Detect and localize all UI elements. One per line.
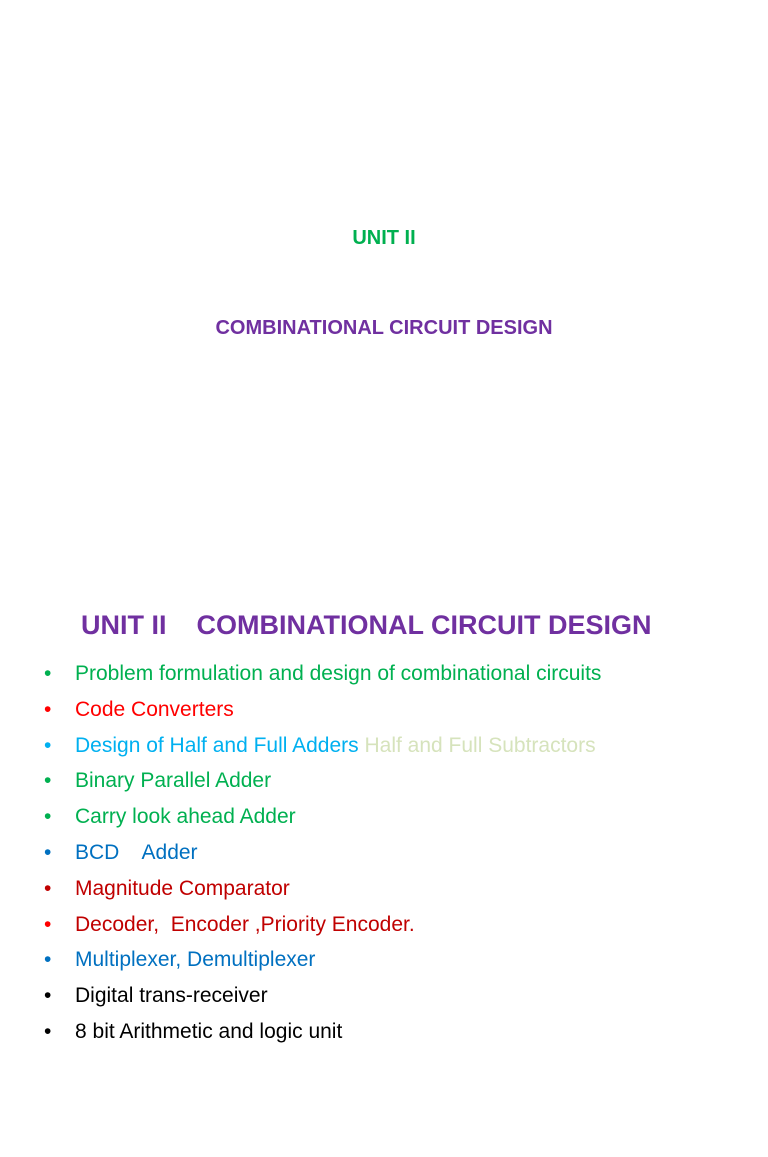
list-item (0, 835, 768, 871)
list-item-text: Carry look ahead Adder (75, 805, 296, 829)
list-item (0, 728, 768, 764)
list-item-text: Multiplexer, Demultiplexer (75, 948, 316, 972)
list-item (0, 942, 768, 978)
list-item (0, 871, 768, 907)
bullet-dot-icon: • (44, 984, 52, 1008)
list-item (0, 907, 768, 943)
bullet-dot-icon: • (44, 805, 52, 829)
list-item (0, 656, 768, 692)
list-item-text: Binary Parallel Adder (75, 769, 272, 793)
bullet-dot-icon: • (44, 769, 52, 793)
bullet-dot-icon: • (44, 697, 52, 721)
slide-1-subtitle: COMBINATIONAL CIRCUIT DESIGN (215, 317, 553, 339)
bullet-dot-icon: • (44, 948, 52, 972)
bullet-dot-icon: • (44, 912, 52, 936)
list-item-text (75, 728, 596, 764)
topic-list (0, 656, 768, 1050)
list-item-text: BCD Adder (75, 840, 198, 864)
list-item (0, 763, 768, 799)
bullet-dot-icon: • (44, 733, 52, 757)
list-item-extra-text: Half and Full Subtractors (358, 733, 596, 757)
bullet-dot-icon: • (44, 662, 52, 685)
list-item-main-text: Design of Half and Full Adders (75, 733, 359, 757)
list-item (0, 1014, 768, 1050)
slide-2-title: UNIT II COMBINATIONAL CIRCUIT DESIGN (81, 610, 652, 640)
list-item-text: Problem formulation and design of combinational circuits (75, 662, 602, 685)
list-item-text: Magnitude Comparator (75, 876, 290, 900)
list-item (0, 692, 768, 728)
bullet-dot-icon: • (44, 1019, 52, 1043)
list-item-text: Code Converters (75, 697, 234, 721)
list-item (0, 978, 768, 1014)
bullet-dot-icon: • (44, 876, 52, 900)
list-item-text: Digital trans-receiver (75, 984, 268, 1008)
bullet-dot-icon: • (44, 840, 52, 864)
slide-1-title: UNIT II (352, 227, 416, 249)
list-item (0, 799, 768, 835)
list-item-text: Decoder, Encoder ,Priority Encoder. (75, 912, 415, 936)
list-item-text: 8 bit Arithmetic and logic unit (75, 1019, 343, 1043)
